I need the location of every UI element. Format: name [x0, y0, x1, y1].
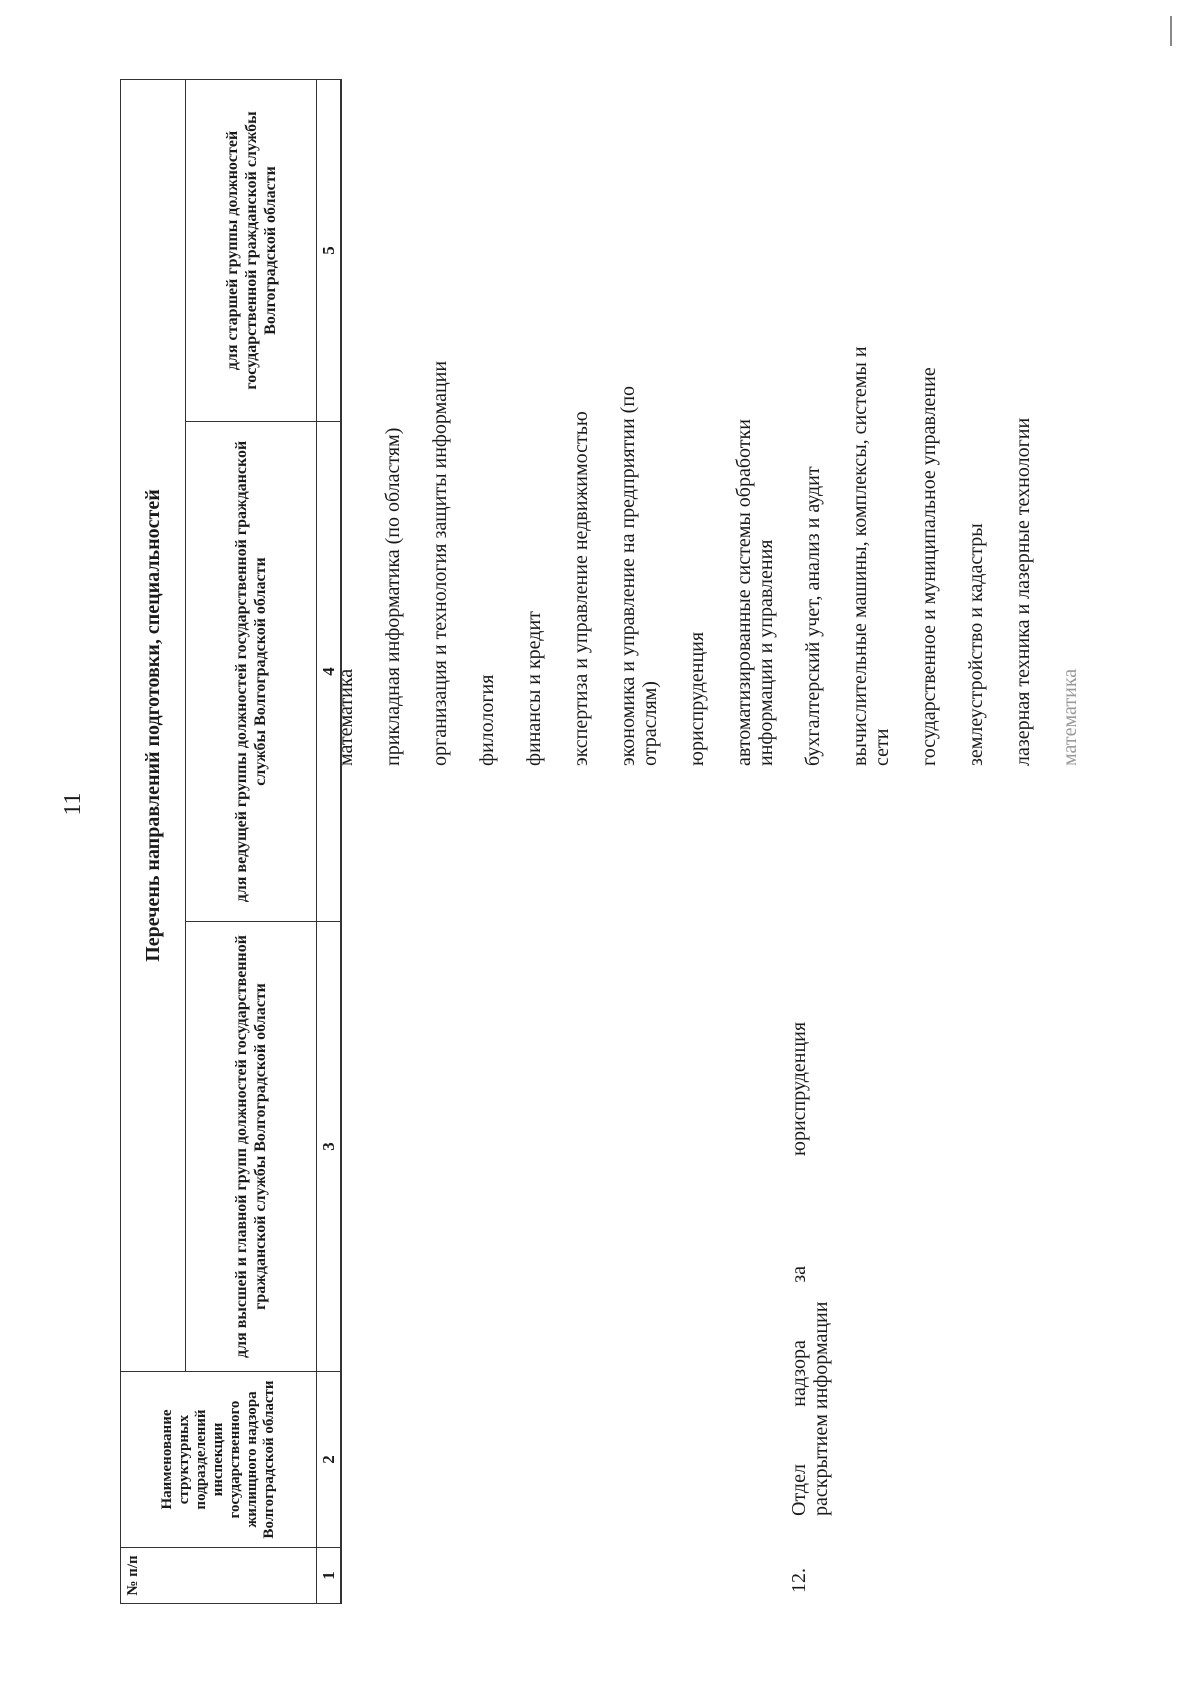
index-cell: 2: [317, 1372, 342, 1548]
specialty-item: экспертиза и управление недвижимостью: [570, 411, 592, 766]
specialty-item: государственное и муниципальное управление: [918, 367, 940, 766]
specialties-table: [120, 79, 342, 1604]
specialty-item: лазерная техника и лазерные технологии: [1012, 417, 1034, 766]
header-department: Наименование структурных подразделений инспекции государственного жилищного надзора Волгоградской области: [121, 1372, 317, 1548]
header-leading-group: для ведущей группы должностей государственной гражданской службы Волгоградской области: [186, 422, 317, 922]
index-cell: 4: [317, 422, 342, 922]
specialty-item: землеустройство и кадастры: [965, 523, 987, 766]
page-number: 11: [60, 792, 86, 816]
specialty-item: финансы и кредит: [523, 611, 545, 766]
row-number: 12.: [788, 1568, 810, 1593]
header-row: [121, 80, 186, 1604]
index-cell: 3: [317, 922, 342, 1372]
header-number: № п/п: [121, 1548, 317, 1604]
header-older-group: для старшей группы должностей государственной гражданской службы Волгоградской области: [186, 80, 317, 422]
table-lower-rule: [340, 80, 341, 1604]
specialty-item: юриспруденция: [686, 631, 708, 766]
index-cell: 5: [317, 80, 342, 422]
scan-artifact: [1170, 16, 1172, 46]
specialty-item: математика: [335, 668, 357, 766]
specialty-item: организация и технология защиты информации: [429, 360, 451, 766]
specialty-item: вычислительные машины, комплексы, системы и сети: [849, 346, 893, 766]
specialty-item: филология: [476, 674, 498, 766]
senior-groups-specialty: юриспруденция: [788, 1021, 810, 1156]
specialty-item: прикладная информатика (по областям): [382, 427, 404, 766]
index-row: [317, 80, 342, 1604]
specialty-item: математика: [1059, 668, 1081, 766]
header-specialties-group: Перечень направлений подготовки, специальностей: [121, 80, 186, 1372]
specialty-item: бухгалтерский учет, анализ и аудит: [802, 466, 824, 766]
index-cell: 1: [317, 1548, 342, 1604]
specialty-item: автоматизированные системы обработки информации и управления: [733, 419, 777, 766]
leading-group-specialties: [335, 336, 1106, 766]
department-name: Отдел надзора за раскрытием информации: [788, 1266, 832, 1516]
specialty-item: экономика и управление на предприятии (по отраслям): [617, 385, 661, 766]
header-senior-groups: для высшей и главной групп должностей государственной гражданской службы Волгоградской области: [186, 922, 317, 1372]
